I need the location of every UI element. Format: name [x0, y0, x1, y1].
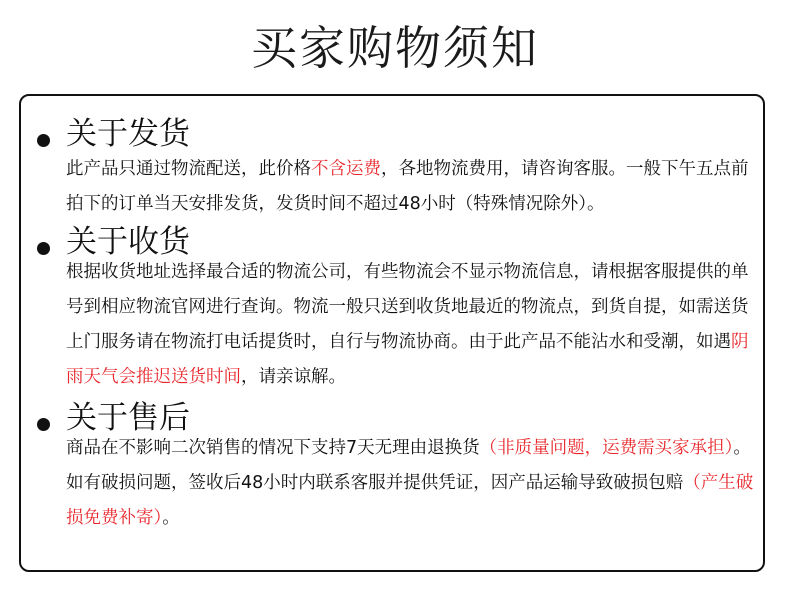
bullet-icon	[37, 418, 50, 431]
body-text-segment: ，各地物流费用，请咨询客服。一般下午五点前拍下的订单当天安排发货，发货时间不超过48小时（特殊情况除外）。	[66, 159, 749, 214]
section-heading: 关于收货	[66, 224, 190, 260]
highlight-text: 不含运费	[311, 159, 381, 179]
section-heading: 关于售后	[66, 400, 190, 436]
body-text-segment: 此产品只通过物流配送，此价格	[66, 159, 311, 179]
body-text-segment: 商品在不影响二次销售的情况下支持7天无理由退换货	[66, 438, 480, 458]
body-text-segment: 。	[162, 508, 180, 528]
bullet-icon	[37, 242, 50, 255]
body-text-segment: ，请亲谅解。	[241, 367, 346, 387]
body-text-segment: 。如有破损问题，签收后48小时内联系客服并提供凭证，因产品运输导致破损包赔	[66, 438, 751, 493]
highlight-text: （产生破损免费补寄）	[66, 473, 754, 528]
page-title: 买家购物须知	[251, 21, 539, 75]
section-heading: 关于发货	[66, 116, 190, 152]
notice-box	[19, 94, 765, 572]
body-text-segment: 根据收货地址选择最合适的物流公司，有些物流会不显示物流信息，请根据客服提供的单号到相应物流官网进行查询。物流一般只送到收货地最近的物流点，到货自提，如需送货上门服务请在物流打电话提货时，自行与物流协商。由于此产品不能沾水和受潮，如遇	[66, 262, 749, 352]
section-body	[66, 255, 756, 395]
section-body	[66, 152, 756, 222]
bullet-icon	[37, 134, 50, 147]
highlight-text: 阴雨天气会推迟送货时间	[66, 332, 749, 387]
section-body	[66, 431, 756, 536]
highlight-text: （非质量问题，运费需买家承担）	[479, 438, 734, 458]
